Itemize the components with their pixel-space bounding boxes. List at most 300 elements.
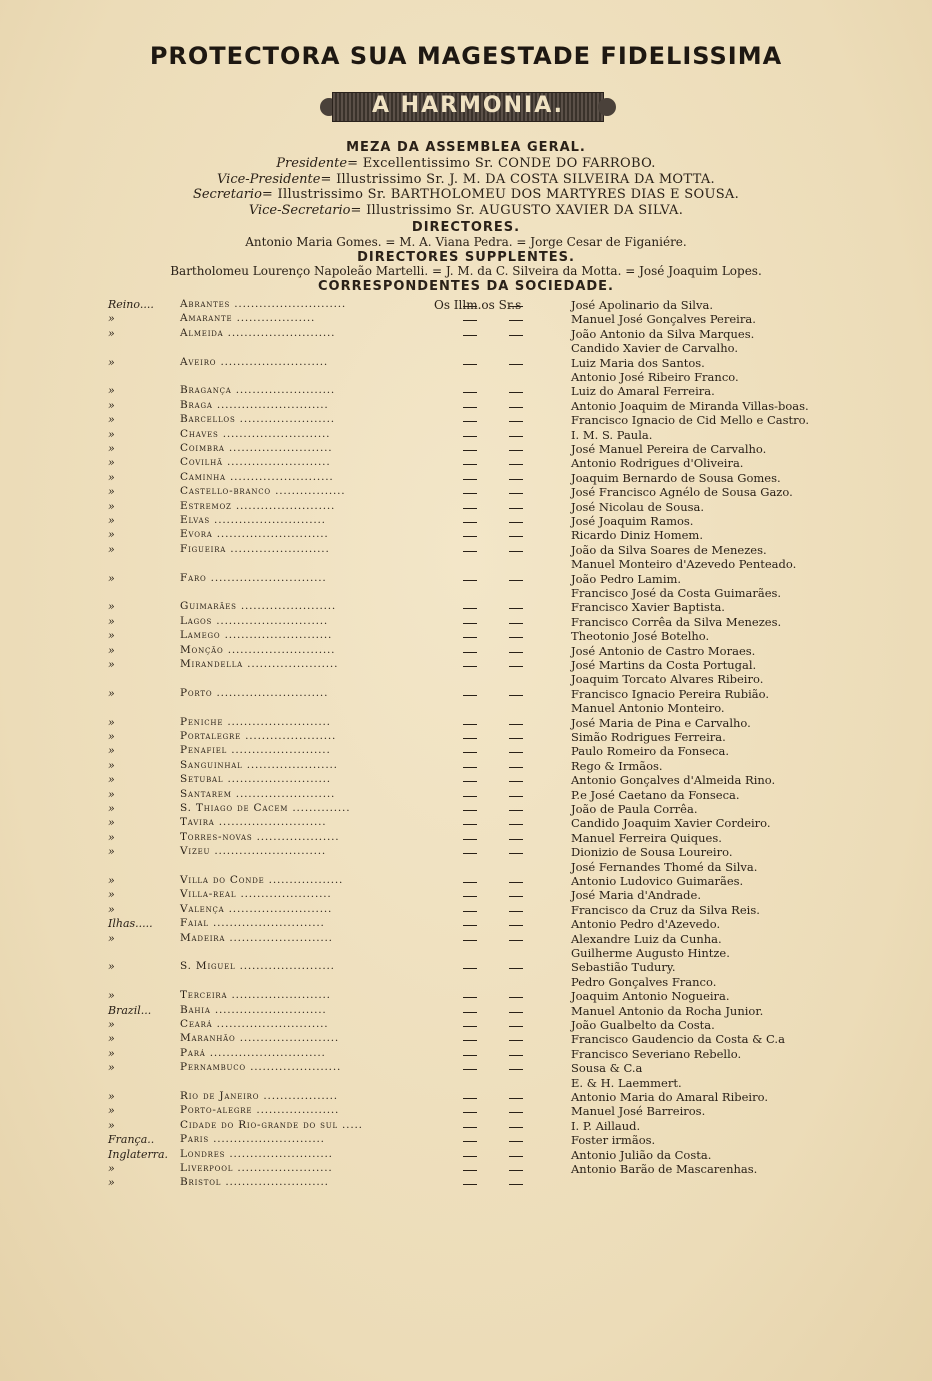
dash-mark	[463, 796, 477, 797]
row-name: João Pedro Lamim.	[571, 571, 682, 586]
row-place: Santarem ........................	[180, 787, 336, 800]
row-region: »	[108, 384, 115, 398]
row-name: José Joaquim Ramos.	[571, 514, 694, 528]
row-region: Brazil...	[108, 1003, 152, 1017]
dash-mark	[463, 1184, 477, 1185]
row-region: »	[108, 312, 115, 326]
dash-mark	[509, 796, 523, 797]
row-place: Guimarães .......................	[180, 600, 337, 613]
table-row	[0, 399, 932, 413]
secretario-role: Secretario	[192, 187, 262, 202]
table-row	[0, 788, 932, 802]
row-name: Antonio Gonçalves d'Almeida Rino.	[571, 773, 776, 788]
dash-mark	[463, 522, 477, 523]
row-name: I. M. S. Paula.	[571, 427, 653, 442]
row-name: Francisco Gaudencio da Costa & C.a	[571, 1032, 785, 1047]
table-row	[0, 442, 932, 456]
dash-mark	[509, 738, 523, 739]
row-region: »	[108, 528, 115, 542]
dash-mark	[509, 1112, 523, 1113]
table-row	[0, 572, 932, 586]
table-row	[0, 687, 932, 701]
row-place: Sanguinhal ......................	[180, 758, 338, 771]
row-region: »	[108, 1104, 115, 1118]
society-title: A HARMONIA.	[371, 93, 565, 118]
row-name: João da Silva Soares de Menezes.	[571, 542, 767, 557]
table-row	[0, 428, 932, 442]
row-name: José Maria de Pina e Carvalho.	[571, 715, 751, 730]
row-region: »	[108, 542, 115, 556]
row-region: »	[108, 1061, 115, 1075]
row-name: Paulo Romeiro da Fonseca.	[571, 744, 730, 759]
row-region: »	[108, 1090, 115, 1103]
row-place: Paris ...........................	[180, 1133, 325, 1146]
presidente-line	[0, 156, 932, 171]
row-place: Mirandella ......................	[180, 658, 339, 670]
row-region: »	[108, 1118, 115, 1132]
table-row	[0, 932, 932, 946]
row-place: Vizeu ...........................	[180, 845, 327, 858]
dash-mark	[509, 896, 523, 897]
dash-mark	[463, 1141, 477, 1142]
dash-mark	[509, 1127, 523, 1128]
row-place: S. Miguel .......................	[180, 960, 335, 973]
dash-mark	[463, 335, 477, 336]
table-row	[0, 485, 932, 499]
row-place: Terceira ........................	[180, 989, 331, 1002]
row-place: Amarante ...................	[180, 312, 316, 325]
row-name: Francisco Corrêa da Silva Menezes.	[571, 614, 782, 629]
row-name: Pedro Gonçalves Franco.	[571, 974, 717, 989]
row-name: José Martins da Costa Portugal.	[571, 658, 757, 672]
dash-mark	[463, 1055, 477, 1056]
table-row	[0, 1018, 932, 1032]
table-row	[0, 960, 932, 974]
table-row	[0, 456, 932, 470]
row-region: »	[108, 355, 115, 369]
table-row	[0, 874, 932, 888]
row-place: Villa do Conde ..................	[180, 874, 344, 886]
vice-secretario-role: Vice-Secretario	[248, 203, 351, 218]
dash-mark	[509, 522, 523, 523]
presidente-role: Presidente	[276, 156, 348, 171]
row-region: Ilhas.....	[108, 917, 153, 931]
row-place: Faro ............................	[180, 571, 327, 584]
row-place: Elvas ...........................	[180, 514, 326, 526]
table-row	[0, 1004, 932, 1018]
row-place: Portalegre ......................	[180, 730, 337, 742]
dash-mark	[509, 536, 523, 537]
dash-mark	[463, 551, 477, 552]
dash-mark	[463, 925, 477, 926]
dash-mark	[463, 1112, 477, 1113]
dash-mark	[463, 608, 477, 609]
row-region: »	[108, 989, 115, 1003]
row-name: Antonio Barão de Mascarenhas.	[571, 1162, 758, 1176]
meza-heading: MEZA DA ASSEMBLEA GERAL.	[346, 140, 586, 155]
row-region: »	[108, 845, 115, 859]
dash-mark	[463, 364, 477, 365]
row-name: Theotonio José Botelho.	[571, 629, 710, 644]
dash-mark	[509, 940, 523, 941]
table-row	[0, 845, 932, 859]
row-place: Aveiro ..........................	[180, 355, 329, 368]
row-name: Joaquim Torcato Alvares Ribeiro.	[571, 672, 764, 687]
table-row	[0, 917, 932, 931]
row-place: Rio de Janeiro ..................	[180, 1090, 338, 1102]
dash-mark	[463, 392, 477, 393]
row-name: Alexandre Luiz da Cunha.	[571, 931, 722, 946]
secretario-line	[0, 187, 932, 202]
row-name: Francisco Xavier Baptista.	[571, 600, 725, 615]
dash-mark	[463, 479, 477, 480]
dash-mark	[463, 781, 477, 782]
row-region: »	[108, 571, 115, 585]
row-name: Candido Joaquim Xavier Cordeiro.	[571, 816, 771, 831]
dash-mark	[509, 320, 523, 321]
dash-mark	[463, 580, 477, 581]
row-name: Luiz Maria dos Santos.	[571, 355, 705, 370]
dash-mark	[509, 436, 523, 437]
vice-presidente-line	[0, 172, 932, 187]
table-row	[0, 557, 932, 571]
row-place: Monção ..........................	[180, 643, 336, 656]
dash-mark	[509, 925, 523, 926]
row-name: Francisco José da Costa Guimarães.	[571, 586, 782, 600]
row-place: Faial ...........................	[180, 917, 325, 930]
row-name: Manuel Monteiro d'Azevedo Penteado.	[571, 557, 797, 572]
table-row	[0, 759, 932, 773]
dash-mark	[463, 623, 477, 624]
row-place: Estremoz ........................	[180, 499, 336, 512]
dash-mark	[509, 508, 523, 509]
row-region: »	[108, 1162, 115, 1175]
row-place: Porto ...........................	[180, 686, 329, 699]
dash-mark	[509, 1170, 523, 1171]
dash-mark	[509, 1098, 523, 1099]
table-row	[0, 831, 932, 845]
secretario-name: = Illustrissimo Sr. BARTHOLOMEU DOS MARTYRES DIAS E SOUSA.	[261, 187, 740, 202]
dash-mark	[463, 839, 477, 840]
row-name: João Gualbelto da Costa.	[571, 1018, 715, 1032]
row-name: Dionizio de Sousa Loureiro.	[571, 845, 733, 860]
row-region: »	[108, 413, 115, 427]
dash-mark	[463, 724, 477, 725]
row-name: Manuel Antonio Monteiro.	[571, 701, 725, 716]
row-place: Barcellos .......................	[180, 413, 335, 426]
dash-mark	[509, 882, 523, 883]
dash-mark	[463, 1012, 477, 1013]
dash-mark	[463, 407, 477, 408]
row-region: »	[108, 1176, 115, 1190]
dash-mark	[463, 968, 477, 969]
dash-mark	[509, 450, 523, 451]
row-place: Bahia ...........................	[180, 1003, 327, 1016]
row-place: Lagos ...........................	[180, 614, 329, 627]
dash-mark	[463, 1098, 477, 1099]
row-name: Luiz do Amaral Ferreira.	[571, 384, 715, 399]
directores-heading: DIRECTORES.	[411, 220, 521, 235]
dash-mark	[509, 1026, 523, 1027]
dash-mark	[463, 824, 477, 825]
table-row	[0, 312, 932, 326]
row-region: Reino....	[108, 298, 154, 311]
row-name: Manuel José Barreiros.	[571, 1104, 706, 1119]
table-row	[0, 384, 932, 398]
dash-mark	[463, 882, 477, 883]
dash-mark	[463, 666, 477, 667]
table-row	[0, 975, 932, 989]
dash-mark	[509, 551, 523, 552]
row-region: »	[108, 643, 115, 657]
table-row	[0, 644, 932, 658]
row-name: Simão Rodrigues Ferreira.	[571, 730, 726, 744]
row-place: Villa-real ......................	[180, 888, 332, 901]
table-row	[0, 946, 932, 960]
row-region: »	[108, 960, 115, 974]
row-region: »	[108, 499, 115, 513]
table-row	[0, 1176, 932, 1190]
row-region: »	[108, 773, 115, 787]
dash-mark	[463, 853, 477, 854]
row-place: Liverpool .......................	[180, 1162, 333, 1174]
dash-mark	[509, 724, 523, 725]
row-place: Pernambuco ......................	[180, 1061, 342, 1074]
dash-mark	[509, 580, 523, 581]
row-name: Manuel José Gonçalves Pereira.	[571, 312, 756, 327]
table-row	[0, 370, 932, 384]
row-name: Sousa & C.a	[571, 1061, 643, 1076]
presidente-name: = Excellentissimo Sr. CONDE DO FARROBO.	[347, 156, 656, 171]
protectora-heading: PROTECTORA SUA MAGESTADE FIDELISSIMA	[149, 42, 783, 70]
table-row	[0, 730, 932, 744]
dash-mark	[463, 1156, 477, 1157]
dash-mark	[463, 450, 477, 451]
row-name: João de Paula Corrêa.	[571, 802, 698, 816]
row-place: Ceará ...........................	[180, 1018, 329, 1030]
row-region: Inglaterra.	[108, 1147, 169, 1161]
row-region: »	[108, 470, 115, 484]
vice-presidente-role: Vice-Presidente	[217, 172, 321, 187]
row-region: »	[108, 629, 115, 643]
dash-mark	[509, 666, 523, 667]
table-row	[0, 327, 932, 341]
row-name: José Francisco Agnélo de Sousa Gazo.	[571, 485, 793, 500]
row-place: Penafiel ........................	[180, 744, 331, 757]
table-row	[0, 802, 932, 816]
table-row	[0, 773, 932, 787]
dash-mark	[463, 767, 477, 768]
table-row	[0, 1162, 932, 1176]
row-name: Joaquim Antonio Nogueira.	[571, 989, 730, 1004]
row-region: »	[108, 715, 115, 729]
row-name: Ricardo Diniz Homem.	[571, 528, 703, 543]
table-row	[0, 471, 932, 485]
row-region: »	[108, 1032, 115, 1046]
dash-mark	[463, 1127, 477, 1128]
dash-mark	[463, 911, 477, 912]
dash-mark	[463, 508, 477, 509]
table-row	[0, 989, 932, 1003]
table-row	[0, 413, 932, 427]
vice-secretario-line	[0, 203, 932, 218]
row-region: »	[108, 1046, 115, 1060]
dash-mark	[509, 623, 523, 624]
row-region: »	[108, 830, 115, 844]
dash-mark	[509, 695, 523, 696]
table-row	[0, 528, 932, 542]
row-region: »	[108, 658, 115, 671]
dash-mark	[509, 1012, 523, 1013]
row-place: Evora ...........................	[180, 528, 329, 541]
dash-mark	[509, 810, 523, 811]
row-region: »	[108, 931, 115, 945]
row-place: Setubal .........................	[180, 773, 331, 786]
dash-mark	[509, 364, 523, 365]
dash-mark	[463, 896, 477, 897]
dash-mark	[509, 839, 523, 840]
row-name: E. & H. Laemmert.	[571, 1075, 682, 1090]
row-place: Bristol .........................	[180, 1176, 329, 1189]
row-region: »	[108, 802, 115, 815]
row-region: »	[108, 888, 115, 902]
row-name: Candido Xavier de Carvalho.	[571, 341, 739, 356]
dash-mark	[509, 997, 523, 998]
supplentes-names: Bartholomeu Lourenço Napoleão Martelli. = J. M. da C. Silveira da Motta. = José Joaquim Lopes.	[170, 264, 762, 278]
dash-mark	[463, 464, 477, 465]
row-place: Abrantes ...........................	[180, 298, 347, 310]
vice-secretario-name: = Illustrissimo Sr. AUGUSTO XAVIER DA SILVA.	[350, 203, 684, 218]
row-name: Antonio Julião da Costa.	[571, 1147, 712, 1162]
dash-mark	[463, 652, 477, 653]
dash-mark	[509, 767, 523, 768]
row-region: »	[108, 730, 115, 743]
table-row	[0, 658, 932, 672]
row-region: »	[108, 485, 115, 499]
row-name: Rego & Irmãos.	[571, 758, 663, 773]
table-row	[0, 341, 932, 355]
row-region: »	[108, 398, 115, 412]
table-row	[0, 298, 932, 312]
row-name: Antonio José Ribeiro Franco.	[571, 370, 739, 384]
row-region: »	[108, 686, 115, 700]
row-place: Figueira ........................	[180, 542, 330, 555]
row-place: Bragança ........................	[180, 384, 336, 397]
row-place: Braga ...........................	[180, 398, 329, 411]
row-name: Sebastião Tudury.	[571, 960, 676, 975]
row-name: José Apolinario da Silva.	[571, 298, 713, 312]
dash-mark	[509, 479, 523, 480]
row-name: Francisco Ignacio de Cid Mello e Castro.	[571, 413, 809, 428]
table-row	[0, 744, 932, 758]
title-banner	[318, 88, 618, 126]
row-place: Caminha .........................	[180, 470, 334, 483]
row-region: França..	[108, 1133, 155, 1147]
table-row	[0, 1032, 932, 1046]
table-row	[0, 615, 932, 629]
row-name: Antonio Rodrigues d'Oliveira.	[571, 456, 744, 471]
row-region: »	[108, 744, 115, 758]
row-name: Antonio Pedro d'Azevedo.	[571, 917, 721, 932]
row-region: »	[108, 787, 115, 801]
dash-mark	[463, 1170, 477, 1171]
dash-mark	[509, 752, 523, 753]
dash-mark	[509, 1156, 523, 1157]
row-place: Lamego ..........................	[180, 629, 333, 642]
dash-mark	[463, 436, 477, 437]
row-place: Tavira ..........................	[180, 816, 327, 829]
dash-mark	[509, 421, 523, 422]
table-row	[0, 500, 932, 514]
row-name: Guilherme Augusto Hintze.	[571, 946, 730, 960]
row-name: Joaquim Bernardo de Sousa Gomes.	[571, 470, 781, 485]
dash-mark	[509, 306, 523, 307]
table-row	[0, 1148, 932, 1162]
row-name: Manuel Ferreira Quiques.	[571, 830, 722, 845]
column-heading-os-illmos: Os Illm.os Sr.s	[434, 298, 522, 312]
row-region: »	[108, 816, 115, 830]
row-name: Francisco Ignacio Pereira Rubião.	[571, 686, 769, 701]
table-row	[0, 629, 932, 643]
dash-mark	[509, 335, 523, 336]
dash-mark	[509, 637, 523, 638]
row-region: »	[108, 326, 115, 340]
row-place: Maranhão ........................	[180, 1032, 339, 1045]
row-name: Antonio Joaquim de Miranda Villas-boas.	[571, 398, 809, 413]
row-region: »	[108, 600, 115, 614]
dash-mark	[509, 1184, 523, 1185]
dash-mark	[463, 536, 477, 537]
dash-mark	[509, 493, 523, 494]
table-row	[0, 1090, 932, 1104]
dash-mark	[509, 407, 523, 408]
row-place: Almeida ..........................	[180, 326, 336, 339]
dash-mark	[463, 306, 477, 307]
dash-mark	[509, 1055, 523, 1056]
table-row	[0, 672, 932, 686]
dash-mark	[463, 1040, 477, 1041]
table-row	[0, 701, 932, 715]
dash-mark	[463, 997, 477, 998]
dash-mark	[463, 695, 477, 696]
row-region: »	[108, 758, 115, 772]
vice-presidente-name: = Illustrissimo Sr. J. M. DA COSTA SILVEIRA DA MOTTA.	[320, 172, 715, 187]
row-name: Antonio Maria do Amaral Ribeiro.	[571, 1090, 768, 1104]
row-name: Antonio Ludovico Guimarães.	[571, 874, 744, 888]
row-place: Porto-alegre ....................	[180, 1104, 340, 1117]
dash-mark	[509, 652, 523, 653]
row-region: »	[108, 614, 115, 628]
table-row	[0, 1119, 932, 1133]
row-name: José Fernandes Thomé da Silva.	[571, 859, 758, 874]
correspondentes-heading: CORRESPONDENTES DA SOCIEDADE.	[317, 279, 614, 294]
row-name: Manuel Antonio da Rocha Junior.	[571, 1003, 764, 1018]
table-row	[0, 816, 932, 830]
dash-mark	[509, 1040, 523, 1041]
row-place: Cidade do Rio-grande do sul .....	[180, 1118, 363, 1131]
dash-mark	[463, 320, 477, 321]
dash-mark	[463, 810, 477, 811]
row-place: Coimbra .........................	[180, 442, 333, 454]
table-row	[0, 356, 932, 370]
table-row	[0, 1047, 932, 1061]
row-name: José Antonio de Castro Moraes.	[571, 643, 756, 658]
row-name: I. P. Aillaud.	[571, 1118, 641, 1133]
row-region: »	[108, 514, 115, 527]
directores-names: Antonio Maria Gomes. = M. A. Viana Pedra. = Jorge Cesar de Figaniére.	[245, 235, 687, 249]
row-name: Foster irmãos.	[571, 1133, 656, 1148]
table-row	[0, 1104, 932, 1118]
